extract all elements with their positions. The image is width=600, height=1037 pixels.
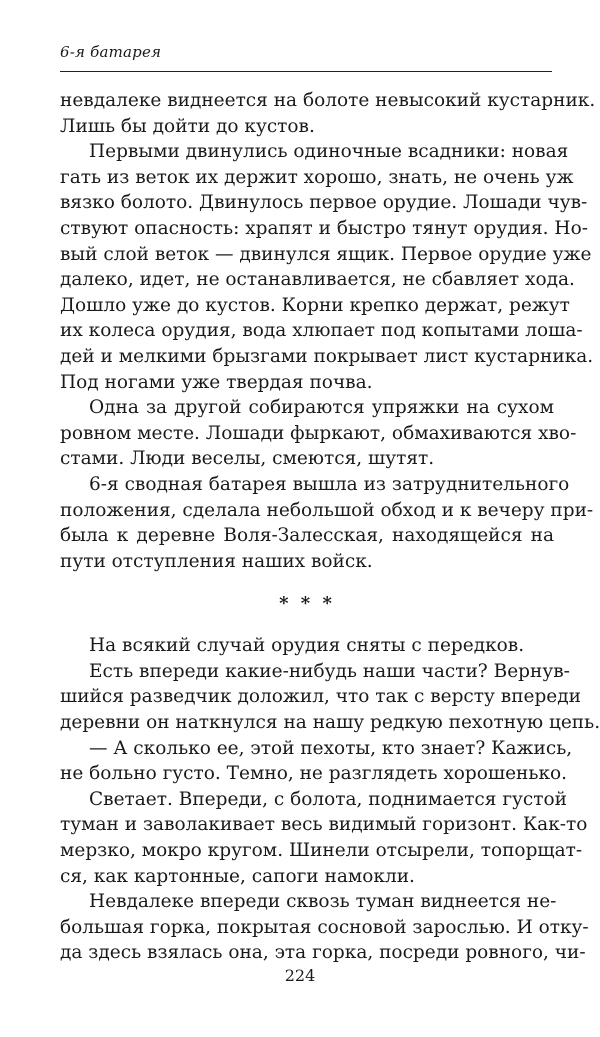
text-line: 6-я сводная батарея вышла из затруднительного — [89, 473, 570, 495]
text-line: — А сколько ее, этой пехоты, кто знает? Кажись, — [89, 737, 573, 759]
text-line: пути отступления наших войск. — [60, 550, 373, 572]
text-line: да здесь взялась она, эта горка, посреди ровного, чи- — [60, 942, 586, 964]
text-line: ствуют опасность: храпят и быстро тянут орудия. Но- — [60, 217, 588, 239]
text-line: дей и мелкими брызгами покрывает лист кустарника. — [60, 345, 594, 367]
text-line: далеко, идет, не останавливается, не сбавляет хода. — [60, 269, 575, 291]
page-body — [60, 88, 600, 966]
text-line: вязко болото. Двинулось первое орудие. Лошади чув- — [60, 192, 588, 214]
text-line: шийся разведчик доложил, что так с версту впереди — [60, 686, 581, 708]
text-line: была к деревне Воля-Залесская, находящейся на — [60, 525, 554, 547]
text-line: положения, сделала небольшой обход и к вечеру при- — [60, 499, 594, 521]
text-line: Первыми двинулись одиночные всадники: новая — [89, 141, 569, 163]
text-line: Одна за другой собираются упряжки на сухом — [89, 397, 554, 419]
text-line: гать из веток их держит хорошо, знать, не очень уж — [60, 166, 574, 188]
text-line: ся, как картонные, сапоги намокли. — [60, 865, 415, 887]
header-rule — [60, 71, 552, 72]
text-line: туман и заволакивает весь видимый горизонт. Как-то — [60, 814, 588, 836]
text-before-break — [60, 88, 596, 574]
running-header: 6-я батарея — [60, 43, 162, 61]
text-line: их колеса орудия, вода хлюпает под копытами лоша- — [60, 320, 583, 342]
text-line: ровном месте. Лошади фыркают, обмахиваются хво- — [60, 422, 577, 444]
text-line: Дошло уже до кустов. Корни крепко держат, режут — [60, 294, 570, 316]
text-line: Под ногами уже твердая почва. — [60, 371, 373, 393]
text-line: стами. Люди веселы, смеются, шутят. — [60, 448, 435, 470]
text-line: не больно густо. Темно, не разглядеть хорошенько. — [60, 763, 568, 785]
section-break: * * * — [279, 593, 335, 615]
text-line: На всякий случай орудия сняты с передков. — [89, 635, 525, 657]
page-number: 224 — [284, 966, 316, 985]
text-after-break — [60, 633, 600, 966]
text-line: Есть впереди какие-нибудь наши части? Вернув- — [89, 660, 570, 682]
text-line: вый слой веток — двинулся ящик. Первое орудие уже — [60, 243, 592, 265]
text-line: мерзко, мокро кругом. Шинели отсырели, топорщат- — [60, 840, 583, 862]
text-line: Светает. Впереди, с болота, поднимается густой — [89, 788, 567, 810]
text-line: деревни он наткнулся на нашу редкую пехотную цепь. — [60, 712, 600, 734]
text-line: большая горка, покрытая сосновой зарослью. И отку- — [60, 916, 589, 938]
text-line: Лишь бы дойти до кустов. — [60, 115, 315, 137]
text-line: невдалеке виднеется на болоте невысокий кустарник. — [60, 90, 596, 111]
text-line: Невдалеке впереди сквозь туман виднеется не- — [89, 891, 557, 913]
